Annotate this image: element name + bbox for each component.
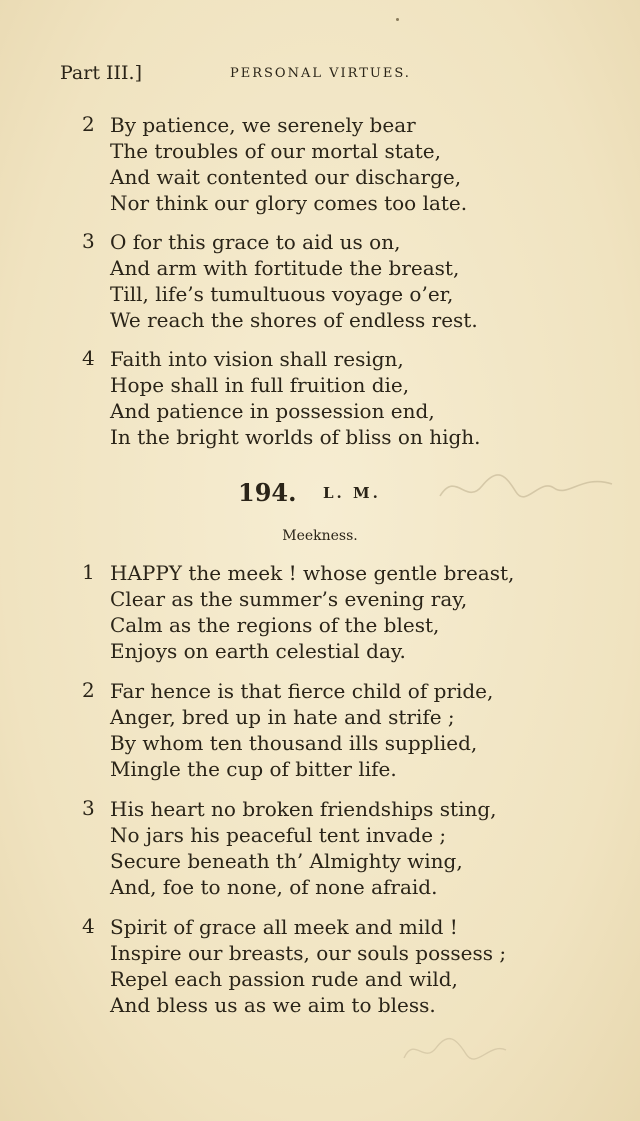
verse-line: Hope shall in full fruition die,: [110, 373, 410, 397]
verse-line: In the bright worlds of bliss on high.: [110, 425, 481, 449]
verse-line: Mingle the cup of bitter life.: [110, 757, 397, 781]
verse-line: By patience, we serenely bear: [110, 113, 416, 137]
stanza-number: 2: [82, 112, 95, 136]
verse-line: Secure beneath th’ Almighty wing,: [110, 849, 463, 873]
stanza-number: 4: [82, 346, 95, 370]
section-title: PERSONAL VIRTUES.: [230, 66, 411, 81]
verse-line: We reach the shores of endless rest.: [110, 308, 478, 332]
verse-line: Nor think our glory comes too late.: [110, 191, 468, 215]
verse-line: Inspire our breasts, our souls possess ;: [110, 941, 507, 965]
verse-line: Faith into vision shall resign,: [110, 347, 404, 371]
stanza-number: 4: [82, 914, 95, 938]
hymn-subject: Meekness.: [282, 528, 358, 544]
verse-line: And arm with fortitude the breast,: [110, 256, 460, 280]
verse-line: And bless us as we aim to bless.: [110, 993, 436, 1017]
verse-line: No jars his peaceful tent invade ;: [110, 823, 447, 847]
verse-line: By whom ten thousand ills supplied,: [110, 731, 478, 755]
verse-line: Enjoys on earth celestial day.: [110, 639, 406, 663]
verse-line: His heart no broken friendships sting,: [110, 797, 497, 821]
hymn-meter: L. M.: [323, 484, 381, 502]
running-header: [60, 62, 580, 88]
verse-line: Anger, bred up in hate and strife ;: [110, 705, 455, 729]
stanza-number: 2: [82, 678, 95, 702]
verse-line: Clear as the summer’s evening ray,: [110, 587, 468, 611]
hymn-number: 194.: [238, 478, 297, 507]
stanza-number: 3: [82, 229, 95, 253]
verse-line: HAPPY the meek ! whose gentle breast,: [110, 561, 515, 585]
verse-line: And, foe to none, of none afraid.: [110, 875, 438, 899]
ink-speck: [396, 18, 399, 21]
verse-line: Spirit of grace all meek and mild !: [110, 915, 458, 939]
pencil-scribble: [436, 466, 616, 510]
verse-line: O for this grace to aid us on,: [110, 230, 401, 254]
verse-line: Till, life’s tumultuous voyage o’er,: [110, 282, 454, 306]
verse-line: And patience in possession end,: [110, 399, 435, 423]
verse-line: Calm as the regions of the blest,: [110, 613, 440, 637]
stanza-number: 1: [82, 560, 95, 584]
stanza-number: 3: [82, 796, 95, 820]
part-label: Part III.]: [60, 62, 142, 84]
pencil-scribble-bottom: [400, 1030, 510, 1070]
verse-line: Repel each passion rude and wild,: [110, 967, 458, 991]
verse-line: Far hence is that fierce child of pride,: [110, 679, 494, 703]
verse-line: And wait contented our discharge,: [110, 165, 462, 189]
verse-line: The troubles of our mortal state,: [110, 139, 441, 163]
